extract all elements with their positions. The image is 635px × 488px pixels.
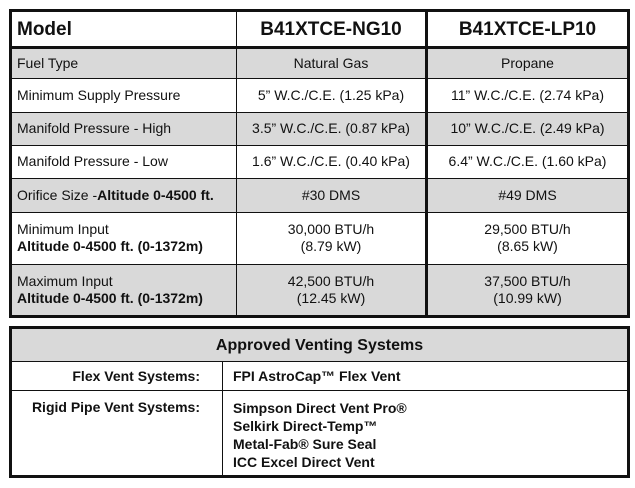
lp-value-line1: 37,500 BTU/h <box>484 272 571 289</box>
flex-vent-label: Flex Vent Systems: <box>11 362 223 391</box>
header-ng-model: B41XTCE-NG10 <box>237 11 427 48</box>
ng-value: 1.6” W.C./C.E. (0.40 kPa) <box>237 145 427 178</box>
rigid-vent-item: ICC Excel Direct Vent <box>233 454 375 470</box>
label-text: Maximum Input <box>17 272 113 289</box>
rigid-vent-list <box>223 391 629 477</box>
lp-value-line2: (8.65 kW) <box>497 238 558 255</box>
row-label: Fuel Type <box>11 48 237 79</box>
row-label: Manifold Pressure - Low <box>11 145 237 178</box>
rigid-vent-item: Selkirk Direct-Temp™ <box>233 418 378 434</box>
row-label: Manifold Pressure - High <box>11 112 237 145</box>
row-manifold-low <box>11 145 629 178</box>
ng-value-line2: (8.79 kW) <box>300 238 362 255</box>
label-text: Orifice Size - <box>17 187 98 204</box>
row-label <box>11 264 237 316</box>
row-label <box>11 213 237 264</box>
lp-value: 11” W.C./C.E. (2.74 kPa) <box>427 79 629 112</box>
label-bold: Altitude 0-4500 ft. (0-1372m) <box>17 238 203 255</box>
approved-venting-table <box>9 326 630 478</box>
label-bold: Altitude 0-4500 ft. (0-1372m) <box>17 289 203 306</box>
ng-value: #30 DMS <box>237 179 427 213</box>
label-text: Minimum Input <box>17 221 109 238</box>
row-manifold-high <box>11 112 629 145</box>
lp-value <box>427 213 629 264</box>
lp-value: #49 DMS <box>427 179 629 213</box>
flex-vent-row <box>11 362 629 391</box>
row-maximum-input <box>11 264 629 316</box>
row-min-supply-pressure <box>11 79 629 112</box>
ng-value <box>237 264 427 316</box>
ng-value-line1: 42,500 BTU/h <box>287 272 375 289</box>
rigid-vent-item: Metal-Fab® Sure Seal <box>233 436 377 452</box>
ng-value: 3.5” W.C./C.E. (0.87 kPa) <box>237 112 427 145</box>
row-orifice-size <box>11 179 629 213</box>
rigid-vent-item: Simpson Direct Vent Pro® <box>233 400 407 416</box>
row-minimum-input <box>11 213 629 264</box>
row-label <box>11 179 237 213</box>
venting-title: Approved Venting Systems <box>11 328 629 362</box>
ng-value-line2: (12.45 kW) <box>296 289 366 306</box>
header-row <box>11 11 629 48</box>
lp-value <box>427 264 629 316</box>
lp-value-line2: (10.99 kW) <box>493 289 562 306</box>
lp-value: 6.4” W.C./C.E. (1.60 kPa) <box>427 145 629 178</box>
ng-value: 5” W.C./C.E. (1.25 kPa) <box>237 79 427 112</box>
rigid-vent-row <box>11 391 629 477</box>
rigid-vent-label: Rigid Pipe Vent Systems: <box>11 391 223 477</box>
lp-value: 10” W.C./C.E. (2.49 kPa) <box>427 112 629 145</box>
flex-vent-value: FPI AstroCap™ Flex Vent <box>223 362 629 391</box>
ng-value: Natural Gas <box>237 48 427 79</box>
header-model: Model <box>11 11 237 48</box>
label-bold: Altitude 0-4500 ft. <box>97 187 214 204</box>
ng-value <box>237 213 427 264</box>
lp-value: Propane <box>427 48 629 79</box>
row-label: Minimum Supply Pressure <box>11 79 237 112</box>
specifications-table <box>9 9 630 318</box>
ng-value-line1: 30,000 BTU/h <box>287 221 375 238</box>
lp-value-line1: 29,500 BTU/h <box>484 221 571 238</box>
header-lp-model: B41XTCE-LP10 <box>427 11 629 48</box>
row-fuel-type <box>11 48 629 79</box>
